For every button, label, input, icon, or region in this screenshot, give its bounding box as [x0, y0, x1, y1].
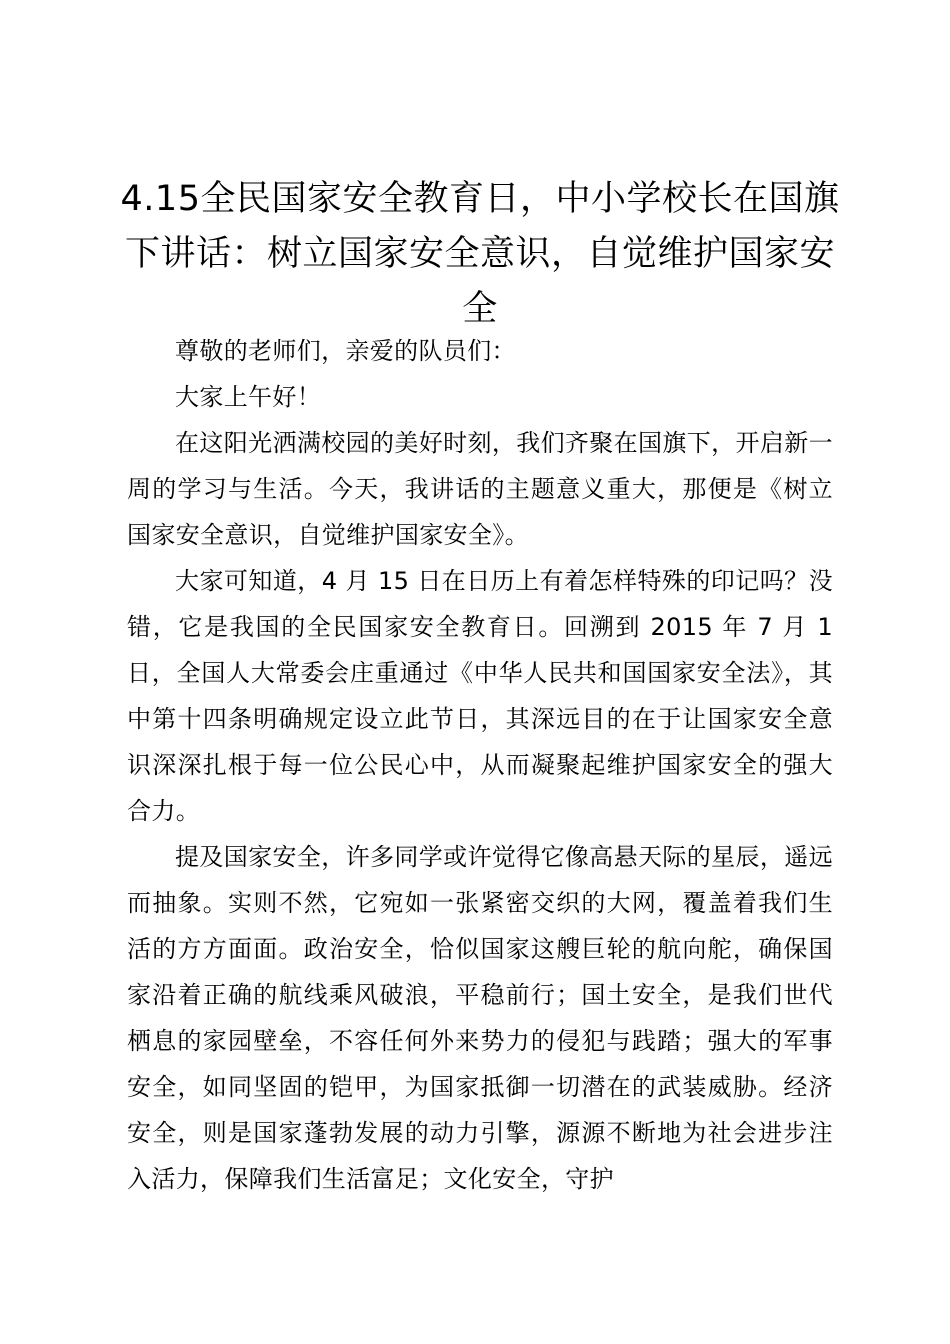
salutation-paragraph: 尊敬的老师们，亲爱的队员们：: [175, 337, 516, 365]
greeting-paragraph: 大家上午好！: [175, 383, 322, 411]
document-body: [127, 328, 833, 1202]
body-paragraph: 提及国家安全，许多同学或许觉得它像高悬天际的星辰，遥远而抽象。实则不然，它宛如一张紧密交织的大网，覆盖着我们生活的方方面面。政治安全，恰似国家这艘巨轮的航向舵，确保国家沿着正确的航线乘风破浪，平稳前行；国土安全，是我们世代栖息的家园壁垒，不容任何外来势力的侵犯与践踏；强大的军事安全，如同坚固的铠甲，为国家抵御一切潜在的武装威胁。经济安全，则是国家蓬勃发展的动力引擎，源源不断地为社会进步注入活力，保障我们生活富足；文化安全，守护: [127, 843, 833, 1193]
body-paragraph: 大家可知道，4 月 15 日在日历上有着怎样特殊的印记吗？没错，它是我国的全民国家安全教育日。回溯到 2015 年 7 月 1 日，全国人大常委会庄重通过《中华人民共和国国家安全法》，其中第十四条明确规定设立此节日，其深远目的在于让国家安全意识深深扎根于每一位公民心中，从而凝聚起维护国家安全的强大合力。: [127, 567, 833, 825]
document-title: 4.15全民国家安全教育日，中小学校长在国旗下讲话：树立国家安全意识，自觉维护国家安全: [120, 179, 840, 329]
body-paragraph: 在这阳光洒满校园的美好时刻，我们齐聚在国旗下，开启新一周的学习与生活。今天，我讲话的主题意义重大，那便是《树立国家安全意识，自觉维护国家安全》。: [127, 429, 833, 549]
